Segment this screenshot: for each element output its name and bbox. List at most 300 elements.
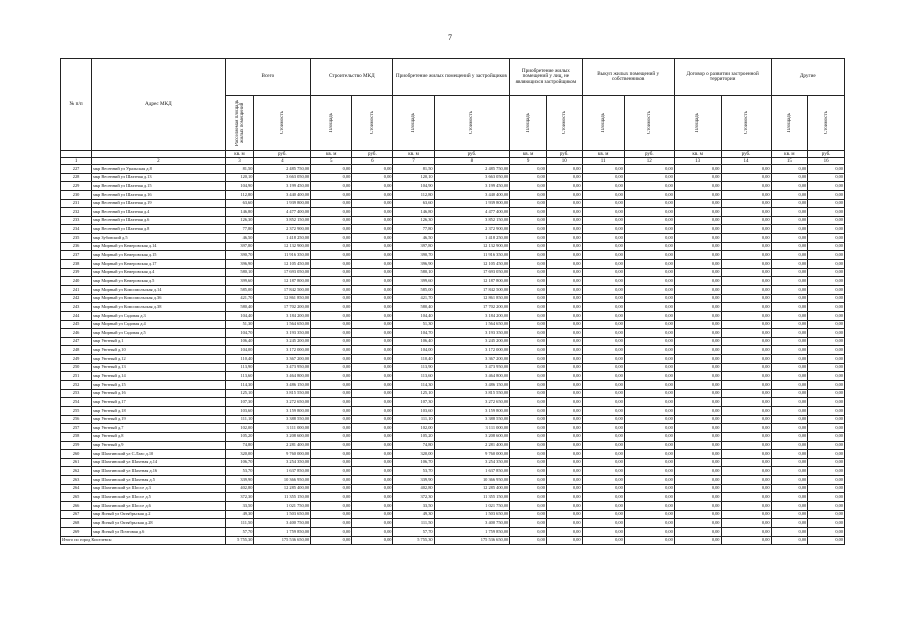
unit-cell: кв. м bbox=[225, 151, 254, 158]
value-cell: 4 477 400,00 bbox=[434, 208, 510, 217]
table-row bbox=[61, 450, 845, 459]
value-cell: 0,00 bbox=[674, 285, 721, 294]
value-cell: 0,00 bbox=[808, 251, 845, 260]
value-cell: 0,00 bbox=[546, 234, 582, 243]
value-cell: 0,00 bbox=[510, 294, 547, 303]
address-cell: мкр Уютный д.10 bbox=[92, 346, 225, 355]
unit-cell: кв. м bbox=[674, 151, 721, 158]
value-cell: 0,00 bbox=[510, 190, 547, 199]
value-cell: 3 254 350,00 bbox=[434, 458, 510, 467]
value-cell: 0,00 bbox=[721, 432, 771, 441]
value-cell: 0,00 bbox=[624, 251, 674, 260]
value-cell: 0,00 bbox=[582, 277, 624, 286]
row-number-cell: 253 bbox=[61, 389, 92, 398]
value-cell: 0,00 bbox=[352, 251, 393, 260]
address-cell: мкр Шахтинский ул Шоссе д.5 bbox=[92, 493, 225, 502]
row-number-cell: 259 bbox=[61, 441, 92, 450]
value-cell: 0,00 bbox=[808, 225, 845, 234]
value-cell: 0,00 bbox=[546, 527, 582, 536]
value-cell: 0,00 bbox=[674, 294, 721, 303]
value-cell: 0,00 bbox=[352, 346, 393, 355]
table-row bbox=[61, 432, 845, 441]
value-cell: 0,00 bbox=[674, 424, 721, 433]
value-cell: 3 111 000,00 bbox=[434, 424, 510, 433]
value-cell: 0,00 bbox=[624, 355, 674, 364]
table-row bbox=[61, 510, 845, 519]
total-value-cell: 0,00 bbox=[546, 536, 582, 545]
value-cell: 74,80 bbox=[393, 441, 434, 450]
value-cell: 0,00 bbox=[311, 303, 352, 312]
row-number-cell: 260 bbox=[61, 450, 92, 459]
subheader-cost-8 bbox=[434, 96, 510, 151]
value-cell: 0,00 bbox=[352, 501, 393, 510]
value-cell: 3 245 200,00 bbox=[434, 337, 510, 346]
value-cell: 3 464 800,00 bbox=[254, 372, 311, 381]
value-cell: 0,00 bbox=[546, 476, 582, 485]
value-cell: 0,00 bbox=[352, 303, 393, 312]
value-cell: 0,00 bbox=[311, 260, 352, 269]
value-cell: 2 485 750,00 bbox=[434, 165, 510, 174]
value-cell: 106,70 bbox=[393, 458, 434, 467]
header-purchase-developers: Приобретение жилых помещений у застройщиков bbox=[393, 59, 510, 96]
value-cell: 0,00 bbox=[582, 424, 624, 433]
total-value-cell: 0,00 bbox=[721, 536, 771, 545]
value-cell: 0,00 bbox=[771, 190, 808, 199]
column-number-cell: 11 bbox=[582, 158, 624, 165]
total-value-cell: 0,00 bbox=[352, 536, 393, 545]
value-cell: 3 199 450,00 bbox=[434, 182, 510, 191]
value-cell: 0,00 bbox=[721, 476, 771, 485]
table-row bbox=[61, 424, 845, 433]
value-cell: 0,00 bbox=[771, 527, 808, 536]
value-cell: 3 473 950,00 bbox=[254, 363, 311, 372]
value-cell: 0,00 bbox=[311, 432, 352, 441]
table-row bbox=[61, 199, 845, 208]
value-cell: 0,00 bbox=[624, 519, 674, 528]
value-cell: 10 366 950,00 bbox=[254, 476, 311, 485]
subheader-area-9 bbox=[510, 96, 547, 151]
row-number-cell: 246 bbox=[61, 329, 92, 338]
value-cell: 1 418 250,00 bbox=[434, 234, 510, 243]
value-cell: 0,00 bbox=[674, 208, 721, 217]
value-cell: 12 187 800,00 bbox=[254, 277, 311, 286]
value-cell: 0,00 bbox=[311, 467, 352, 476]
value-cell: 0,00 bbox=[510, 268, 547, 277]
address-cell: мкр Мирный ул Комсомольская д.14 bbox=[92, 285, 225, 294]
value-cell: 0,00 bbox=[510, 199, 547, 208]
value-cell: 0,00 bbox=[546, 493, 582, 502]
value-cell: 0,00 bbox=[808, 277, 845, 286]
total-value-cell: 5 755,30 bbox=[225, 536, 254, 545]
value-cell: 0,00 bbox=[582, 251, 624, 260]
value-cell: 0,00 bbox=[582, 190, 624, 199]
row-number-cell: 269 bbox=[61, 527, 92, 536]
value-cell: 0,00 bbox=[352, 484, 393, 493]
value-cell: 0,00 bbox=[352, 277, 393, 286]
value-cell: 0,00 bbox=[624, 389, 674, 398]
value-cell: 0,00 bbox=[674, 242, 721, 251]
table-row bbox=[61, 268, 845, 277]
subheader-label: Стоимость bbox=[469, 111, 475, 135]
value-cell: 0,00 bbox=[721, 406, 771, 415]
value-cell: 146,80 bbox=[225, 208, 254, 217]
value-cell: 0,00 bbox=[674, 398, 721, 407]
value-cell: 0,00 bbox=[808, 199, 845, 208]
value-cell: 3 815 550,00 bbox=[434, 389, 510, 398]
value-cell: 3 159 800,00 bbox=[434, 406, 510, 415]
value-cell: 0,00 bbox=[546, 303, 582, 312]
address-cell: мкр Мирный ул Садовая д.3 bbox=[92, 311, 225, 320]
value-cell: 396,90 bbox=[393, 260, 434, 269]
value-cell: 0,00 bbox=[510, 346, 547, 355]
table-row bbox=[61, 527, 845, 536]
table-row bbox=[61, 355, 845, 364]
value-cell: 580,40 bbox=[393, 303, 434, 312]
address-cell: мкр Мирный ул Кемеровская д.14 bbox=[92, 242, 225, 251]
value-cell: 3 208 600,00 bbox=[254, 432, 311, 441]
header-total: Всего bbox=[225, 59, 311, 96]
address-cell: мкр Уютный д.1 bbox=[92, 337, 225, 346]
value-cell: 0,00 bbox=[311, 268, 352, 277]
value-cell: 2 281 400,00 bbox=[434, 441, 510, 450]
row-number-cell: 265 bbox=[61, 493, 92, 502]
value-cell: 105,20 bbox=[393, 432, 434, 441]
value-cell: 0,00 bbox=[721, 208, 771, 217]
value-cell: 17 693 050,00 bbox=[254, 268, 311, 277]
value-cell: 0,00 bbox=[546, 398, 582, 407]
value-cell: 0,00 bbox=[582, 234, 624, 243]
subheader-label: Стоимость bbox=[369, 111, 375, 135]
value-cell: 0,00 bbox=[771, 311, 808, 320]
value-cell: 0,00 bbox=[311, 510, 352, 519]
table-row bbox=[61, 165, 845, 174]
total-value-cell: 0,00 bbox=[510, 536, 547, 545]
value-cell: 2 281 400,00 bbox=[254, 441, 311, 450]
value-cell: 110,40 bbox=[393, 355, 434, 364]
row-number-cell: 234 bbox=[61, 225, 92, 234]
value-cell: 0,00 bbox=[582, 173, 624, 182]
value-cell: 0,00 bbox=[582, 311, 624, 320]
address-cell: мкр Шахтинский ул Шахтная д.5 bbox=[92, 476, 225, 485]
value-cell: 0,00 bbox=[352, 467, 393, 476]
value-cell: 0,00 bbox=[721, 381, 771, 390]
value-cell: 3 663 050,00 bbox=[254, 173, 311, 182]
value-cell: 3 159 800,00 bbox=[254, 406, 311, 415]
value-cell: 0,00 bbox=[546, 501, 582, 510]
value-cell: 0,00 bbox=[546, 165, 582, 174]
value-cell: 580,10 bbox=[393, 268, 434, 277]
value-cell: 0,00 bbox=[721, 458, 771, 467]
value-cell: 0,00 bbox=[546, 225, 582, 234]
value-cell: 0,00 bbox=[808, 363, 845, 372]
value-cell: 0,00 bbox=[546, 329, 582, 338]
subheader-cost-4 bbox=[254, 96, 311, 151]
value-cell: 0,00 bbox=[546, 381, 582, 390]
subheader-cost-16 bbox=[808, 96, 845, 151]
value-cell: 0,00 bbox=[721, 519, 771, 528]
column-number-cell: 3 bbox=[225, 158, 254, 165]
value-cell: 0,00 bbox=[721, 320, 771, 329]
value-cell: 0,00 bbox=[510, 441, 547, 450]
value-cell: 0,00 bbox=[721, 182, 771, 191]
value-cell: 0,00 bbox=[808, 501, 845, 510]
value-cell: 1 564 650,00 bbox=[434, 320, 510, 329]
value-cell: 0,00 bbox=[771, 476, 808, 485]
value-cell: 0,00 bbox=[771, 294, 808, 303]
value-cell: 0,00 bbox=[721, 467, 771, 476]
value-cell: 0,00 bbox=[311, 234, 352, 243]
value-cell: 0,00 bbox=[510, 484, 547, 493]
value-cell: 0,00 bbox=[721, 372, 771, 381]
value-cell: 585,00 bbox=[225, 285, 254, 294]
value-cell: 0,00 bbox=[808, 510, 845, 519]
value-cell: 0,00 bbox=[721, 415, 771, 424]
value-cell: 0,00 bbox=[624, 372, 674, 381]
value-cell: 0,00 bbox=[808, 329, 845, 338]
row-number-cell: 248 bbox=[61, 346, 92, 355]
value-cell: 0,00 bbox=[582, 199, 624, 208]
value-cell: 103,60 bbox=[225, 406, 254, 415]
value-cell: 107,30 bbox=[393, 398, 434, 407]
value-cell: 0,00 bbox=[771, 242, 808, 251]
value-cell: 0,00 bbox=[808, 441, 845, 450]
total-value-cell: 5 755,30 bbox=[393, 536, 434, 545]
row-number-cell: 244 bbox=[61, 311, 92, 320]
value-cell: 0,00 bbox=[546, 441, 582, 450]
row-number-cell: 257 bbox=[61, 424, 92, 433]
subheader-label: Площадь bbox=[328, 113, 334, 133]
subheader-label: Площадь bbox=[411, 113, 417, 133]
row-number-cell: 240 bbox=[61, 277, 92, 286]
value-cell: 0,00 bbox=[721, 268, 771, 277]
value-cell: 104,90 bbox=[225, 182, 254, 191]
value-cell: 0,00 bbox=[546, 311, 582, 320]
value-cell: 0,00 bbox=[674, 381, 721, 390]
value-cell: 0,00 bbox=[546, 432, 582, 441]
value-cell: 3 440 400,00 bbox=[254, 190, 311, 199]
table-row bbox=[61, 346, 845, 355]
table-row bbox=[61, 234, 845, 243]
table-row bbox=[61, 415, 845, 424]
column-number-cell: 13 bbox=[674, 158, 721, 165]
value-cell: 0,00 bbox=[311, 294, 352, 303]
table-row bbox=[61, 493, 845, 502]
value-cell: 0,00 bbox=[771, 329, 808, 338]
value-cell: 0,00 bbox=[510, 450, 547, 459]
value-cell: 0,00 bbox=[352, 311, 393, 320]
value-cell: 0,00 bbox=[771, 277, 808, 286]
subheader-area-11 bbox=[582, 96, 624, 151]
value-cell: 0,00 bbox=[582, 484, 624, 493]
value-cell: 0,00 bbox=[510, 251, 547, 260]
value-cell: 0,00 bbox=[311, 441, 352, 450]
value-cell: 104,90 bbox=[393, 182, 434, 191]
value-cell: 0,00 bbox=[771, 260, 808, 269]
row-number-cell: 266 bbox=[61, 501, 92, 510]
value-cell: 0,00 bbox=[808, 493, 845, 502]
value-cell: 104,40 bbox=[393, 311, 434, 320]
value-cell: 0,00 bbox=[311, 320, 352, 329]
value-cell: 421,70 bbox=[393, 294, 434, 303]
value-cell: 114,30 bbox=[225, 381, 254, 390]
row-number-cell: 228 bbox=[61, 173, 92, 182]
value-cell: 3 193 350,00 bbox=[254, 329, 311, 338]
unit-cell: кв. м bbox=[582, 151, 624, 158]
value-cell: 0,00 bbox=[546, 406, 582, 415]
value-cell: 0,00 bbox=[546, 190, 582, 199]
address-cell: мкр Уютный д.12 bbox=[92, 355, 225, 364]
value-cell: 0,00 bbox=[674, 450, 721, 459]
value-cell: 0,00 bbox=[311, 251, 352, 260]
table-row bbox=[61, 216, 845, 225]
table-row bbox=[61, 190, 845, 199]
value-cell: 120,10 bbox=[225, 173, 254, 182]
value-cell: 0,00 bbox=[311, 415, 352, 424]
value-cell: 0,00 bbox=[510, 415, 547, 424]
value-cell: 0,00 bbox=[582, 363, 624, 372]
value-cell: 0,00 bbox=[352, 242, 393, 251]
value-cell: 0,00 bbox=[624, 225, 674, 234]
value-cell: 0,00 bbox=[674, 355, 721, 364]
value-cell: 580,40 bbox=[225, 303, 254, 312]
value-cell: 0,00 bbox=[546, 260, 582, 269]
address-cell: мкр Уютный д.15 bbox=[92, 381, 225, 390]
table-row bbox=[61, 519, 845, 528]
column-number-cell: 10 bbox=[546, 158, 582, 165]
value-cell: 49,30 bbox=[393, 510, 434, 519]
address-cell: мкр Уютный д.9 bbox=[92, 441, 225, 450]
value-cell: 0,00 bbox=[510, 432, 547, 441]
column-number-cell: 8 bbox=[434, 158, 510, 165]
value-cell: 0,00 bbox=[510, 501, 547, 510]
value-cell: 3 663 050,00 bbox=[434, 173, 510, 182]
value-cell: 0,00 bbox=[311, 484, 352, 493]
value-cell: 0,00 bbox=[624, 467, 674, 476]
address-cell: мкр Шахтинский ул Шахтная д.16 bbox=[92, 467, 225, 476]
value-cell: 9 760 000,00 bbox=[254, 450, 311, 459]
table-row bbox=[61, 225, 845, 234]
value-cell: 0,00 bbox=[546, 242, 582, 251]
value-cell: 3 486 150,00 bbox=[254, 381, 311, 390]
value-cell: 0,00 bbox=[311, 389, 352, 398]
value-cell: 125,10 bbox=[225, 389, 254, 398]
value-cell: 0,00 bbox=[674, 303, 721, 312]
value-cell: 0,00 bbox=[624, 363, 674, 372]
value-cell: 0,00 bbox=[771, 208, 808, 217]
value-cell: 0,00 bbox=[808, 216, 845, 225]
value-cell: 0,00 bbox=[311, 406, 352, 415]
table-row bbox=[61, 242, 845, 251]
value-cell: 0,00 bbox=[546, 285, 582, 294]
value-cell: 81,50 bbox=[225, 165, 254, 174]
value-cell: 111,10 bbox=[225, 415, 254, 424]
value-cell: 49,30 bbox=[225, 510, 254, 519]
address-cell: мкр Мирный ул Комсомольская д.38 bbox=[92, 303, 225, 312]
value-cell: 1 939 800,00 bbox=[434, 199, 510, 208]
value-cell: 3 184 200,00 bbox=[434, 311, 510, 320]
table-row bbox=[61, 277, 845, 286]
value-cell: 17 842 500,00 bbox=[434, 285, 510, 294]
row-number-cell: 264 bbox=[61, 484, 92, 493]
value-cell: 0,00 bbox=[674, 234, 721, 243]
table-row bbox=[61, 208, 845, 217]
value-cell: 104,00 bbox=[393, 346, 434, 355]
value-cell: 0,00 bbox=[771, 363, 808, 372]
value-cell: 1 503 650,00 bbox=[434, 510, 510, 519]
value-cell: 0,00 bbox=[624, 311, 674, 320]
value-cell: 120,10 bbox=[393, 173, 434, 182]
value-cell: 0,00 bbox=[674, 329, 721, 338]
value-cell: 0,00 bbox=[808, 234, 845, 243]
total-value-cell: 175 536 650,00 bbox=[434, 536, 510, 545]
total-value-cell: 175 536 650,00 bbox=[254, 536, 311, 545]
value-cell: 0,00 bbox=[721, 398, 771, 407]
column-number-cell: 6 bbox=[352, 158, 393, 165]
value-cell: 0,00 bbox=[582, 415, 624, 424]
table-row bbox=[61, 329, 845, 338]
value-cell: 3 245 200,00 bbox=[254, 337, 311, 346]
subheader-resettled-area-3 bbox=[225, 96, 254, 151]
value-cell: 0,00 bbox=[624, 346, 674, 355]
value-cell: 12 285 400,00 bbox=[434, 484, 510, 493]
value-cell: 0,00 bbox=[624, 476, 674, 485]
value-cell: 0,00 bbox=[721, 484, 771, 493]
row-number-cell: 233 bbox=[61, 216, 92, 225]
value-cell: 0,00 bbox=[510, 303, 547, 312]
value-cell: 0,00 bbox=[808, 355, 845, 364]
value-cell: 12 861 850,00 bbox=[254, 294, 311, 303]
value-cell: 0,00 bbox=[624, 294, 674, 303]
value-cell: 0,00 bbox=[510, 260, 547, 269]
address-cell: мкр Мирный ул Садовая д.4 bbox=[92, 320, 225, 329]
value-cell: 0,00 bbox=[510, 398, 547, 407]
header-address: Адрес МКД bbox=[92, 59, 225, 151]
table-row bbox=[61, 320, 845, 329]
value-cell: 0,00 bbox=[311, 346, 352, 355]
value-cell: 0,00 bbox=[311, 450, 352, 459]
value-cell: 0,00 bbox=[311, 311, 352, 320]
value-cell: 0,00 bbox=[546, 467, 582, 476]
value-cell: 402,80 bbox=[393, 484, 434, 493]
value-cell: 0,00 bbox=[674, 476, 721, 485]
value-cell: 0,00 bbox=[808, 372, 845, 381]
value-cell: 0,00 bbox=[721, 216, 771, 225]
value-cell: 0,00 bbox=[311, 398, 352, 407]
value-cell: 0,00 bbox=[771, 415, 808, 424]
value-cell: 51,30 bbox=[225, 320, 254, 329]
value-cell: 0,00 bbox=[674, 337, 721, 346]
value-cell: 0,00 bbox=[582, 260, 624, 269]
unit-cell: кв. м bbox=[311, 151, 352, 158]
subheader-area-15 bbox=[771, 96, 808, 151]
value-cell: 33,50 bbox=[393, 501, 434, 510]
address-cell: мкр Мирный ул Кемеровская д.15 bbox=[92, 251, 225, 260]
table-row bbox=[61, 303, 845, 312]
subheader-label: Расселяемая площадь жилых помещений bbox=[234, 99, 245, 147]
address-cell: мкр Мирный ул Кемеровская д.17 bbox=[92, 260, 225, 269]
address-cell: мкр Ясный ул Октябрьская д.28 bbox=[92, 519, 225, 528]
table-row bbox=[61, 484, 845, 493]
value-cell: 10 366 950,00 bbox=[434, 476, 510, 485]
value-cell: 110,40 bbox=[225, 355, 254, 364]
value-cell: 0,00 bbox=[721, 190, 771, 199]
value-cell: 0,00 bbox=[582, 242, 624, 251]
value-cell: 0,00 bbox=[624, 165, 674, 174]
value-cell: 12 105 450,00 bbox=[254, 260, 311, 269]
value-cell: 0,00 bbox=[510, 242, 547, 251]
row-number-cell: 242 bbox=[61, 294, 92, 303]
value-cell: 0,00 bbox=[352, 527, 393, 536]
